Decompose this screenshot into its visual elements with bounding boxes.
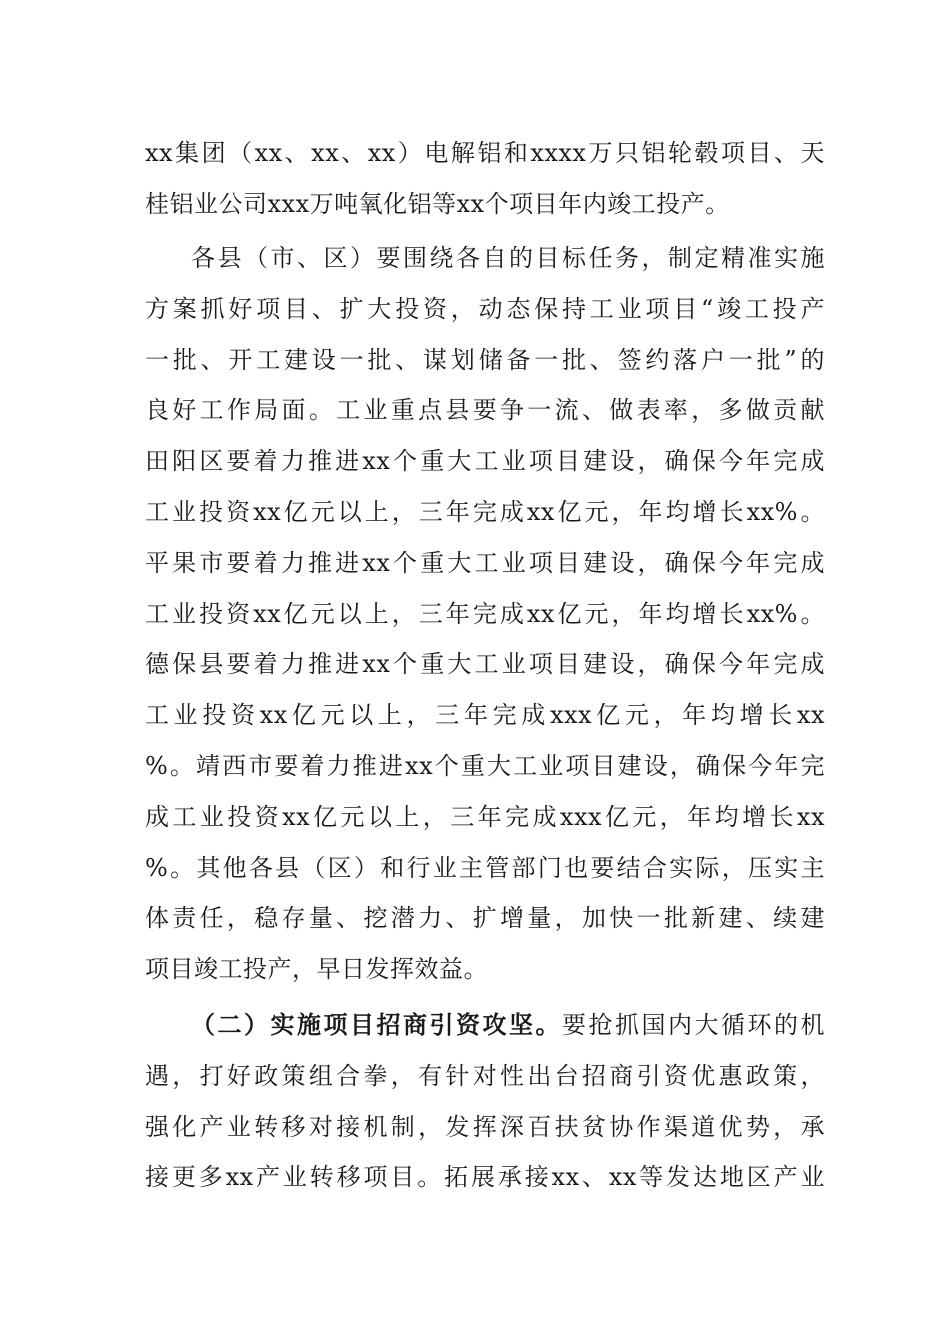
- text-line: 成工业投资xx亿元以上，三年完成xxx亿元，年均增长xx: [145, 802, 825, 831]
- text-line: %。靖西市要着力推进xx个重大工业项目建设，确保今年完: [145, 751, 825, 780]
- text-line: xx集团（xx、xx、xx）电解铝和xxxx万只铝轮毂项目、天: [145, 139, 825, 167]
- text-line: 桂铝业公司xxx万吨氧化铝等xx个项目年内竣工投产。: [145, 189, 730, 218]
- text-line: 工业投资xx亿元以上，三年完成xx亿元，年均增长xx%。: [145, 497, 825, 526]
- text-line: [145, 1000, 825, 1051]
- text-line: 方案抓好项目、扩大投资，动态保持工业项目“竣工投产: [145, 294, 825, 323]
- section-heading: （二）实施项目招商引资攻坚。: [189, 1010, 562, 1039]
- text-line: 接更多xx产业转移项目。拓展承接xx、xx等发达地区产业: [145, 1163, 825, 1192]
- text-line: %。其他各县（区）和行业主管部门也要结合实际，压实主: [145, 853, 825, 882]
- text-line: 良好工作局面。工业重点县要争一流、做表率，多做贡献: [145, 396, 825, 425]
- paragraph-1: [145, 128, 825, 230]
- text-line: 遇，打好政策组合拳，有针对性出台招商引资优惠政策，: [145, 1061, 825, 1090]
- text-line: 德保县要着力推进xx个重大工业项目建设，确保今年完成: [145, 650, 825, 679]
- text-line: 强化产业转移对接机制，发挥深百扶贫协作渠道优势，承: [145, 1112, 825, 1141]
- text-line-content: 要抢抓国内大循环的机: [562, 1011, 825, 1039]
- text-line: 项目竣工投产，早日发挥效益。: [145, 955, 488, 984]
- text-line: 工业投资xx亿元以上，三年完成xx亿元，年均增长xx%。: [145, 599, 825, 628]
- text-line: 一批、开工建设一批、谋划储备一批、签约落户一批”的: [145, 345, 825, 374]
- text-line: 工业投资xx亿元以上，三年完成xxx亿元，年均增长xx: [145, 701, 825, 730]
- paragraph-3: [145, 1000, 825, 1203]
- text-line-content: 各县（市、区）要围绕各自的目标任务，制定精准实施: [189, 244, 825, 272]
- text-line: 体责任，稳存量、挖潜力、扩增量，加快一批新建、续建: [145, 904, 825, 933]
- text-line: 平果市要着力推进xx个重大工业项目建设，确保今年完成: [145, 548, 825, 577]
- text-line: 田阳区要着力推进xx个重大工业项目建设，确保今年完成: [145, 447, 825, 476]
- text-line: [145, 233, 825, 284]
- paragraph-2: [145, 233, 825, 995]
